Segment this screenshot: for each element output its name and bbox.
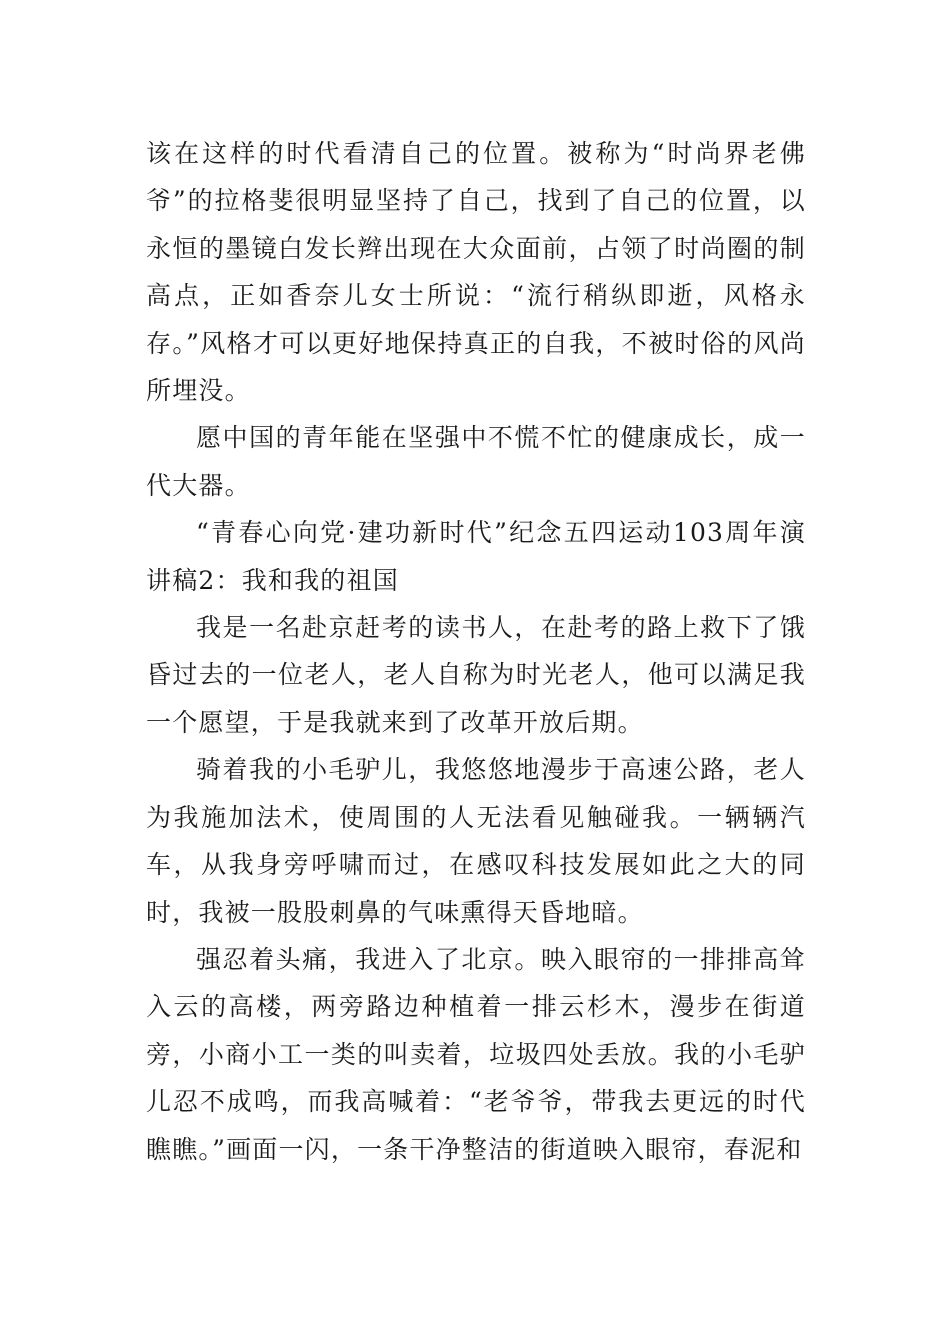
paragraph-beijing: 强忍着头痛，我进入了北京。映入眼帘的一排排高耸入云的高楼，两旁路边种植着一排云杉木，漫步在街道旁，小商小工一类的叫卖着，垃圾四处丢放。我的小毛驴儿忍不成鸣，而我高喊着：“老爷爷，带我去更远的时代瞧瞧。”画面一闪，一条干净整洁的街道映入眼帘，春泥和 — [146, 944, 806, 1164]
paragraph-highway: 骑着我的小毛驴儿，我悠悠地漫步于高速公路，老人为我施加法术，使周围的人无法看见触碰我。一辆辆汽车，从我身旁呼啸而过，在感叹科技发展如此之大的同时，我被一股股刺鼻的气味熏得天昏地暗。 — [146, 755, 806, 927]
paragraph-wish: 愿中国的青年能在坚强中不慌不忙的健康成长，成一代大器。 — [146, 423, 806, 500]
paragraph-continuation: 该在这样的时代看清自己的位置。被称为“时尚界老佛爷”的拉格斐很明显坚持了自己，找到了自己的位置，以永恒的墨镜白发长辫出现在大众面前，占领了时尚圈的制高点，正如香奈儿女士所说：“流行稍纵即逝，风格永存。”风格才可以更好地保持真正的自我，不被时俗的风尚所埋没。 — [146, 139, 806, 406]
speech-title: “青春心向党·建功新时代”纪念五四运动103周年演讲稿2：我和我的祖国 — [146, 518, 806, 595]
paragraph-intro: 我是一名赴京赶考的读书人，在赴考的路上救下了饿昏过去的一位老人，老人自称为时光老人，他可以满足我一个愿望，于是我就来到了改革开放后期。 — [146, 613, 806, 737]
document-body — [146, 130, 806, 1173]
